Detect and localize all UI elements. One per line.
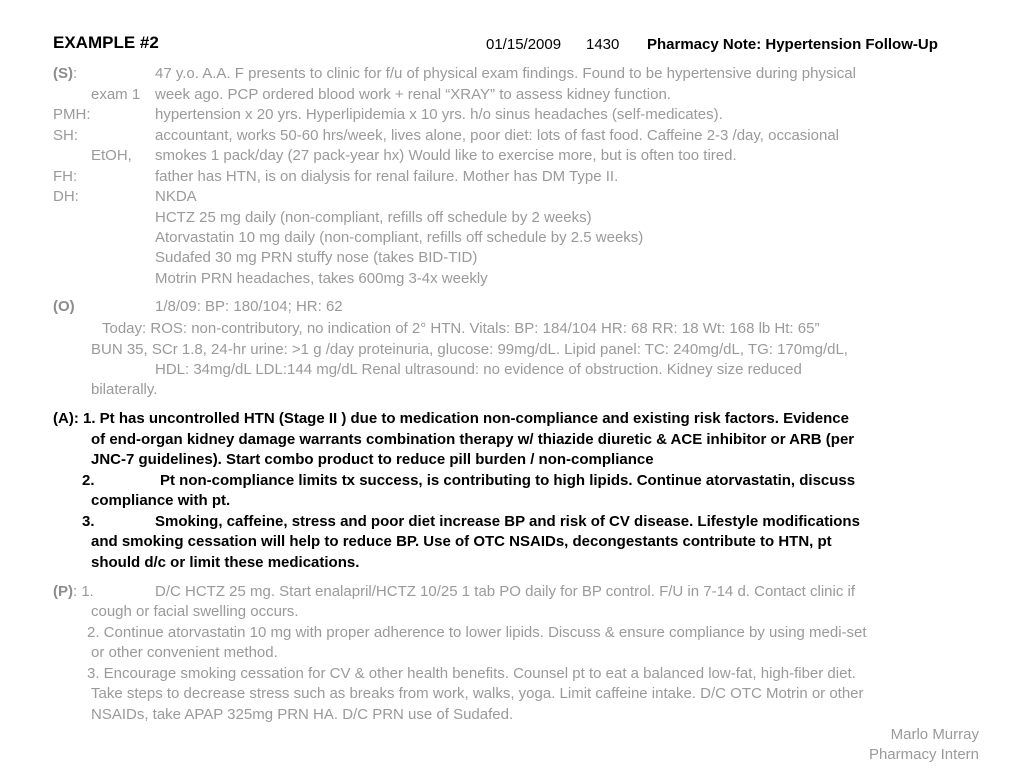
subjective-label-row — [53, 64, 77, 84]
plan-line-5: 3. Encourage smoking cessation for CV & other health benefits. Counsel pt to eat a balanced low-fat, high-fiber diet. — [87, 665, 856, 682]
sh-line-2a: EtOH, — [91, 147, 132, 164]
sh-label: SH: — [53, 127, 79, 144]
plan-label-row — [53, 582, 94, 602]
sh-line-2b: smokes 1 pack/day (27 pack-year hx) Would like to exercise more, but is often too tired. — [155, 147, 737, 164]
note-title: Pharmacy Note: Hypertension Follow-Up — [647, 36, 938, 53]
assessment-line-8: should d/c or limit these medications. — [91, 554, 360, 571]
assessment-line-6: Smoking, caffeine, stress and poor diet increase BP and risk of CV disease. Lifestyle modifications — [155, 513, 860, 530]
pmh-label: PMH: — [53, 106, 91, 123]
fh-text: father has HTN, is on dialysis for renal failure. Mother has DM Type II. — [155, 168, 619, 185]
plan-line-7: NSAIDs, take APAP 325mg PRN HA. D/C PRN use of Sudafed. — [91, 706, 514, 723]
subjective-label: (S) — [53, 65, 73, 82]
dh-item: NKDA — [155, 188, 197, 205]
dh-item: Motrin PRN headaches, takes 600mg 3-4x weekly — [155, 270, 488, 287]
fh-label: FH: — [53, 168, 78, 185]
plan-line-2: cough or facial swelling occurs. — [91, 603, 299, 620]
assessment-line-7: and smoking cessation will help to reduce BP. Use of OTC NSAIDs, decongestants contribute to HTN, pt — [91, 533, 832, 550]
assessment-line-5: compliance with pt. — [91, 492, 231, 509]
note-date: 01/15/2009 — [486, 36, 562, 53]
subjective-line-2a: exam 1 — [91, 86, 141, 103]
subjective-line-1: 47 y.o. A.A. F presents to clinic for f/u of physical exam findings. Found to be hypertensive during physical — [155, 65, 856, 82]
objective-line-1: 1/8/09: BP: 180/104; HR: 62 — [155, 298, 343, 315]
plan-label: (P) — [53, 583, 73, 600]
dh-item: HCTZ 25 mg daily (non-compliant, refills off schedule by 2 weeks) — [155, 209, 592, 226]
objective-line-2: Today: ROS: non-contributory, no indication of 2° HTN. Vitals: BP: 184/104 HR: 68 RR: 18 Wt: 168 lb Ht: 65” — [102, 320, 820, 337]
pmh-text: hypertension x 20 yrs. Hyperlipidemia x 10 yrs. h/o sinus headaches (self-medicates). — [155, 106, 723, 123]
dh-item: Sudafed 30 mg PRN stuffy nose (takes BID-TID) — [155, 249, 478, 266]
example-title: EXAMPLE #2 — [53, 33, 159, 52]
plan-line-3: 2. Continue atorvastatin 10 mg with proper adherence to lower lipids. Discuss & ensure compliance by using medi-set — [87, 624, 867, 641]
plan-line-1: D/C HCTZ 25 mg. Start enalapril/HCTZ 10/25 1 tab PO daily for BP control. F/U in 7-14 d. Contact clinic if — [155, 583, 855, 600]
assessment-number-3: 3. — [82, 513, 95, 530]
subjective-line-2b: week ago. PCP ordered blood work + renal “XRAY” to assess kidney function. — [155, 86, 671, 103]
objective-line-4: HDL: 34mg/dL LDL:144 mg/dL Renal ultrasound: no evidence of obstruction. Kidney size reduced — [155, 361, 802, 378]
assessment-line-1: (A): 1. Pt has uncontrolled HTN (Stage II ) due to medication non-compliance and existing risk factors. Evidence — [53, 410, 849, 427]
plan-number-1: : 1. — [73, 583, 94, 600]
objective-line-5: bilaterally. — [91, 381, 158, 398]
objective-line-3: BUN 35, SCr 1.8, 24-hr urine: >1 g /day proteinuria, glucose: 99mg/dL. Lipid panel: TC: 240mg/dL, TG: 170mg/dL, — [91, 341, 848, 358]
note-time: 1430 — [586, 36, 620, 53]
subjective-colon: : — [73, 65, 78, 82]
dh-item: Atorvastatin 10 mg daily (non-compliant, refills off schedule by 2.5 weeks) — [155, 229, 644, 246]
plan-line-6: Take steps to decrease stress such as breaks from work, walks, yoga. Limit caffeine intake. D/C OTC Motrin or other — [91, 685, 864, 702]
dh-label: DH: — [53, 188, 79, 205]
assessment-number-2: 2. — [82, 472, 95, 489]
signature-name: Marlo Murray — [890, 726, 979, 743]
sh-line-1: accountant, works 50-60 hrs/week, lives alone, poor diet: lots of fast food. Caffeine 2-3 /day, occasional — [155, 127, 839, 144]
objective-label: (O) — [53, 298, 75, 315]
assessment-line-3: JNC-7 guidelines). Start combo product to reduce pill burden / non-compliance — [91, 451, 654, 468]
assessment-line-4: Pt non-compliance limits tx success, is contributing to high lipids. Continue atorvastatin, discuss — [160, 472, 856, 489]
plan-line-4: or other convenient method. — [91, 644, 278, 661]
assessment-line-2: of end-organ kidney damage warrants combination therapy w/ thiazide diuretic & ACE inhibitor or ARB (per — [91, 431, 855, 448]
signature-role: Pharmacy Intern — [868, 746, 979, 763]
